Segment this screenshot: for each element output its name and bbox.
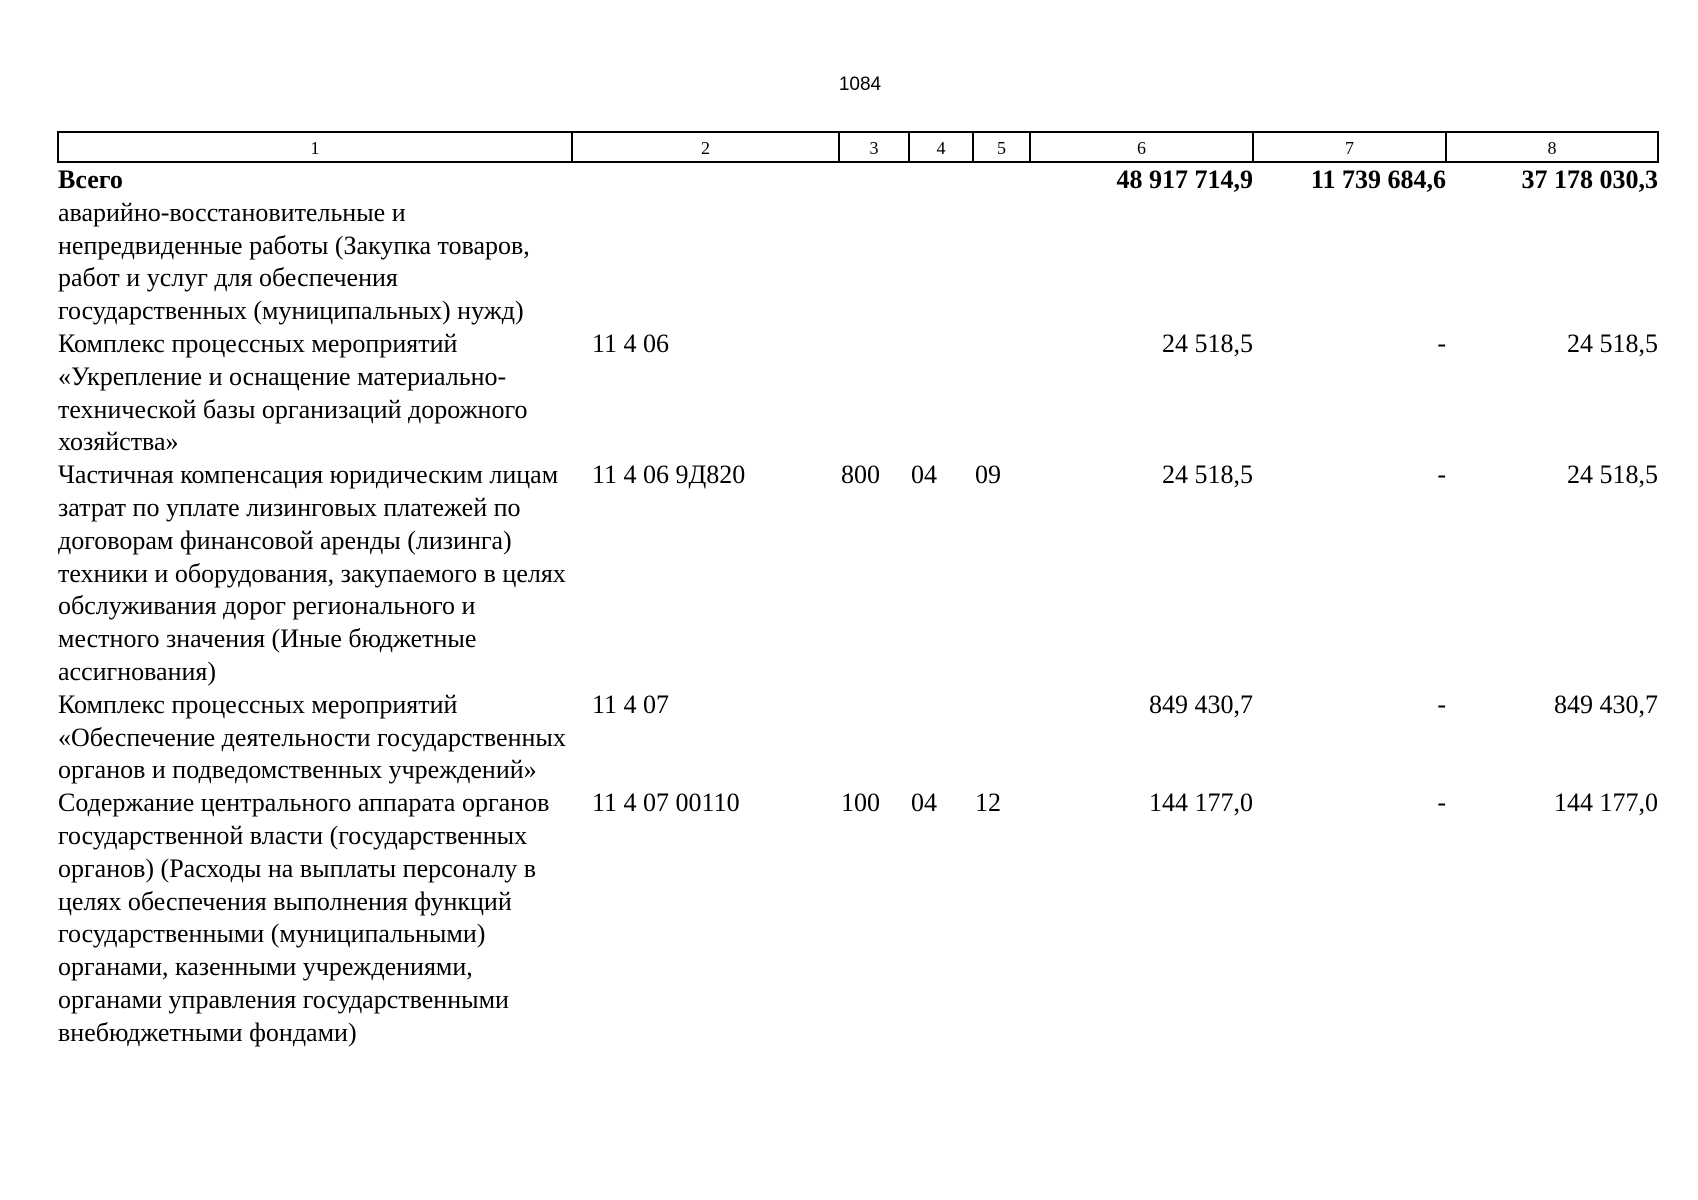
header-col-4: 4: [909, 132, 973, 162]
total-code: [572, 162, 839, 197]
row-c3: [839, 689, 909, 787]
row-name: Содержание центрального аппарата органов государственной власти (государственных органов) (Расходы на выплаты персоналу в целях обеспечения выполнения функций государственными (муниципальными) органами, казенными учреждениями, органами управления государственными внебюджетными фондами): [58, 788, 550, 1047]
row-c4: [909, 328, 973, 459]
row-code: 11 4 07 00110: [592, 788, 740, 818]
row-col6: [1030, 197, 1253, 328]
row-c4: [909, 197, 973, 328]
row-col8: 24 518,5: [1567, 460, 1658, 490]
header-row: [58, 132, 1658, 162]
row-code: [572, 197, 839, 328]
row-col7: -: [1437, 788, 1446, 818]
row-code: 11 4 06: [592, 328, 670, 358]
total-col8: 37 178 030,3: [1521, 165, 1658, 194]
table-body: [58, 162, 1658, 1050]
row-col6: 144 177,0: [1149, 788, 1253, 818]
row-col6: 849 430,7: [1149, 689, 1253, 719]
row-col8: [1446, 197, 1658, 328]
page-number: 1084: [838, 74, 882, 95]
header-col-7: 7: [1253, 132, 1446, 162]
row-col8: 849 430,7: [1554, 689, 1658, 719]
row-col6: 24 518,5: [1162, 460, 1253, 490]
header-col-8: 8: [1446, 132, 1658, 162]
total-row: [58, 162, 1658, 197]
row-c5: [973, 197, 1030, 328]
row-name: Комплекс процессных мероприятий «Обеспечение деятельности государственных органов и подведомственных учреждений»: [58, 689, 566, 785]
budget-table: [57, 131, 1659, 1050]
row-c4: 04: [911, 460, 937, 490]
row-c5: [973, 689, 1030, 787]
row-c3: [839, 328, 909, 459]
header-col-5: 5: [973, 132, 1030, 162]
row-c5: 12: [975, 788, 1001, 818]
table-row: [58, 328, 1658, 459]
row-c5: 09: [975, 460, 1001, 490]
header-col-2: 2: [572, 132, 839, 162]
total-c5: [973, 162, 1030, 197]
row-c3: [839, 197, 909, 328]
header-col-3: 3: [839, 132, 909, 162]
row-col6: 24 518,5: [1162, 328, 1253, 358]
table-row: [58, 197, 1658, 328]
header-col-1: 1: [58, 132, 572, 162]
table-row: [58, 459, 1658, 689]
header-col-6: 6: [1030, 132, 1253, 162]
total-col6: 48 917 714,9: [1116, 165, 1253, 194]
table-row: [58, 689, 1658, 787]
row-name: Комплекс процессных мероприятий «Укрепление и оснащение материально-технической базы организаций дорожного хозяйства»: [58, 328, 528, 457]
row-c3: 800: [841, 460, 880, 490]
total-label: Всего: [58, 165, 123, 194]
total-c4: [909, 162, 973, 197]
row-col7: -: [1437, 689, 1446, 719]
table-header: [58, 132, 1658, 162]
row-col8: 144 177,0: [1554, 788, 1658, 818]
row-col7: -: [1437, 328, 1446, 358]
row-name: аварийно-восстановительные и непредвиденные работы (Закупка товаров, работ и услуг для обеспечения государственных (муниципальных) нужд): [58, 197, 530, 326]
row-col8: 24 518,5: [1567, 328, 1658, 358]
table-row: [58, 787, 1658, 1049]
row-col7: [1253, 197, 1446, 328]
total-col7: 11 739 684,6: [1310, 165, 1446, 194]
row-code: 11 4 07: [592, 689, 670, 719]
row-code: 11 4 06 9Д820: [592, 460, 746, 490]
row-c4: [909, 689, 973, 787]
row-name: Частичная компенсация юридическим лицам затрат по уплате лизинговых платежей по договорам финансовой аренды (лизинга) техники и оборудования, закупаемого в целях обслуживания дорог регионального и местного значения (Иные бюджетные ассигнования): [58, 460, 566, 686]
row-c3: 100: [841, 788, 880, 818]
row-c5: [973, 328, 1030, 459]
total-c3: [839, 162, 909, 197]
row-c4: 04: [911, 788, 937, 818]
row-col7: -: [1437, 460, 1446, 490]
